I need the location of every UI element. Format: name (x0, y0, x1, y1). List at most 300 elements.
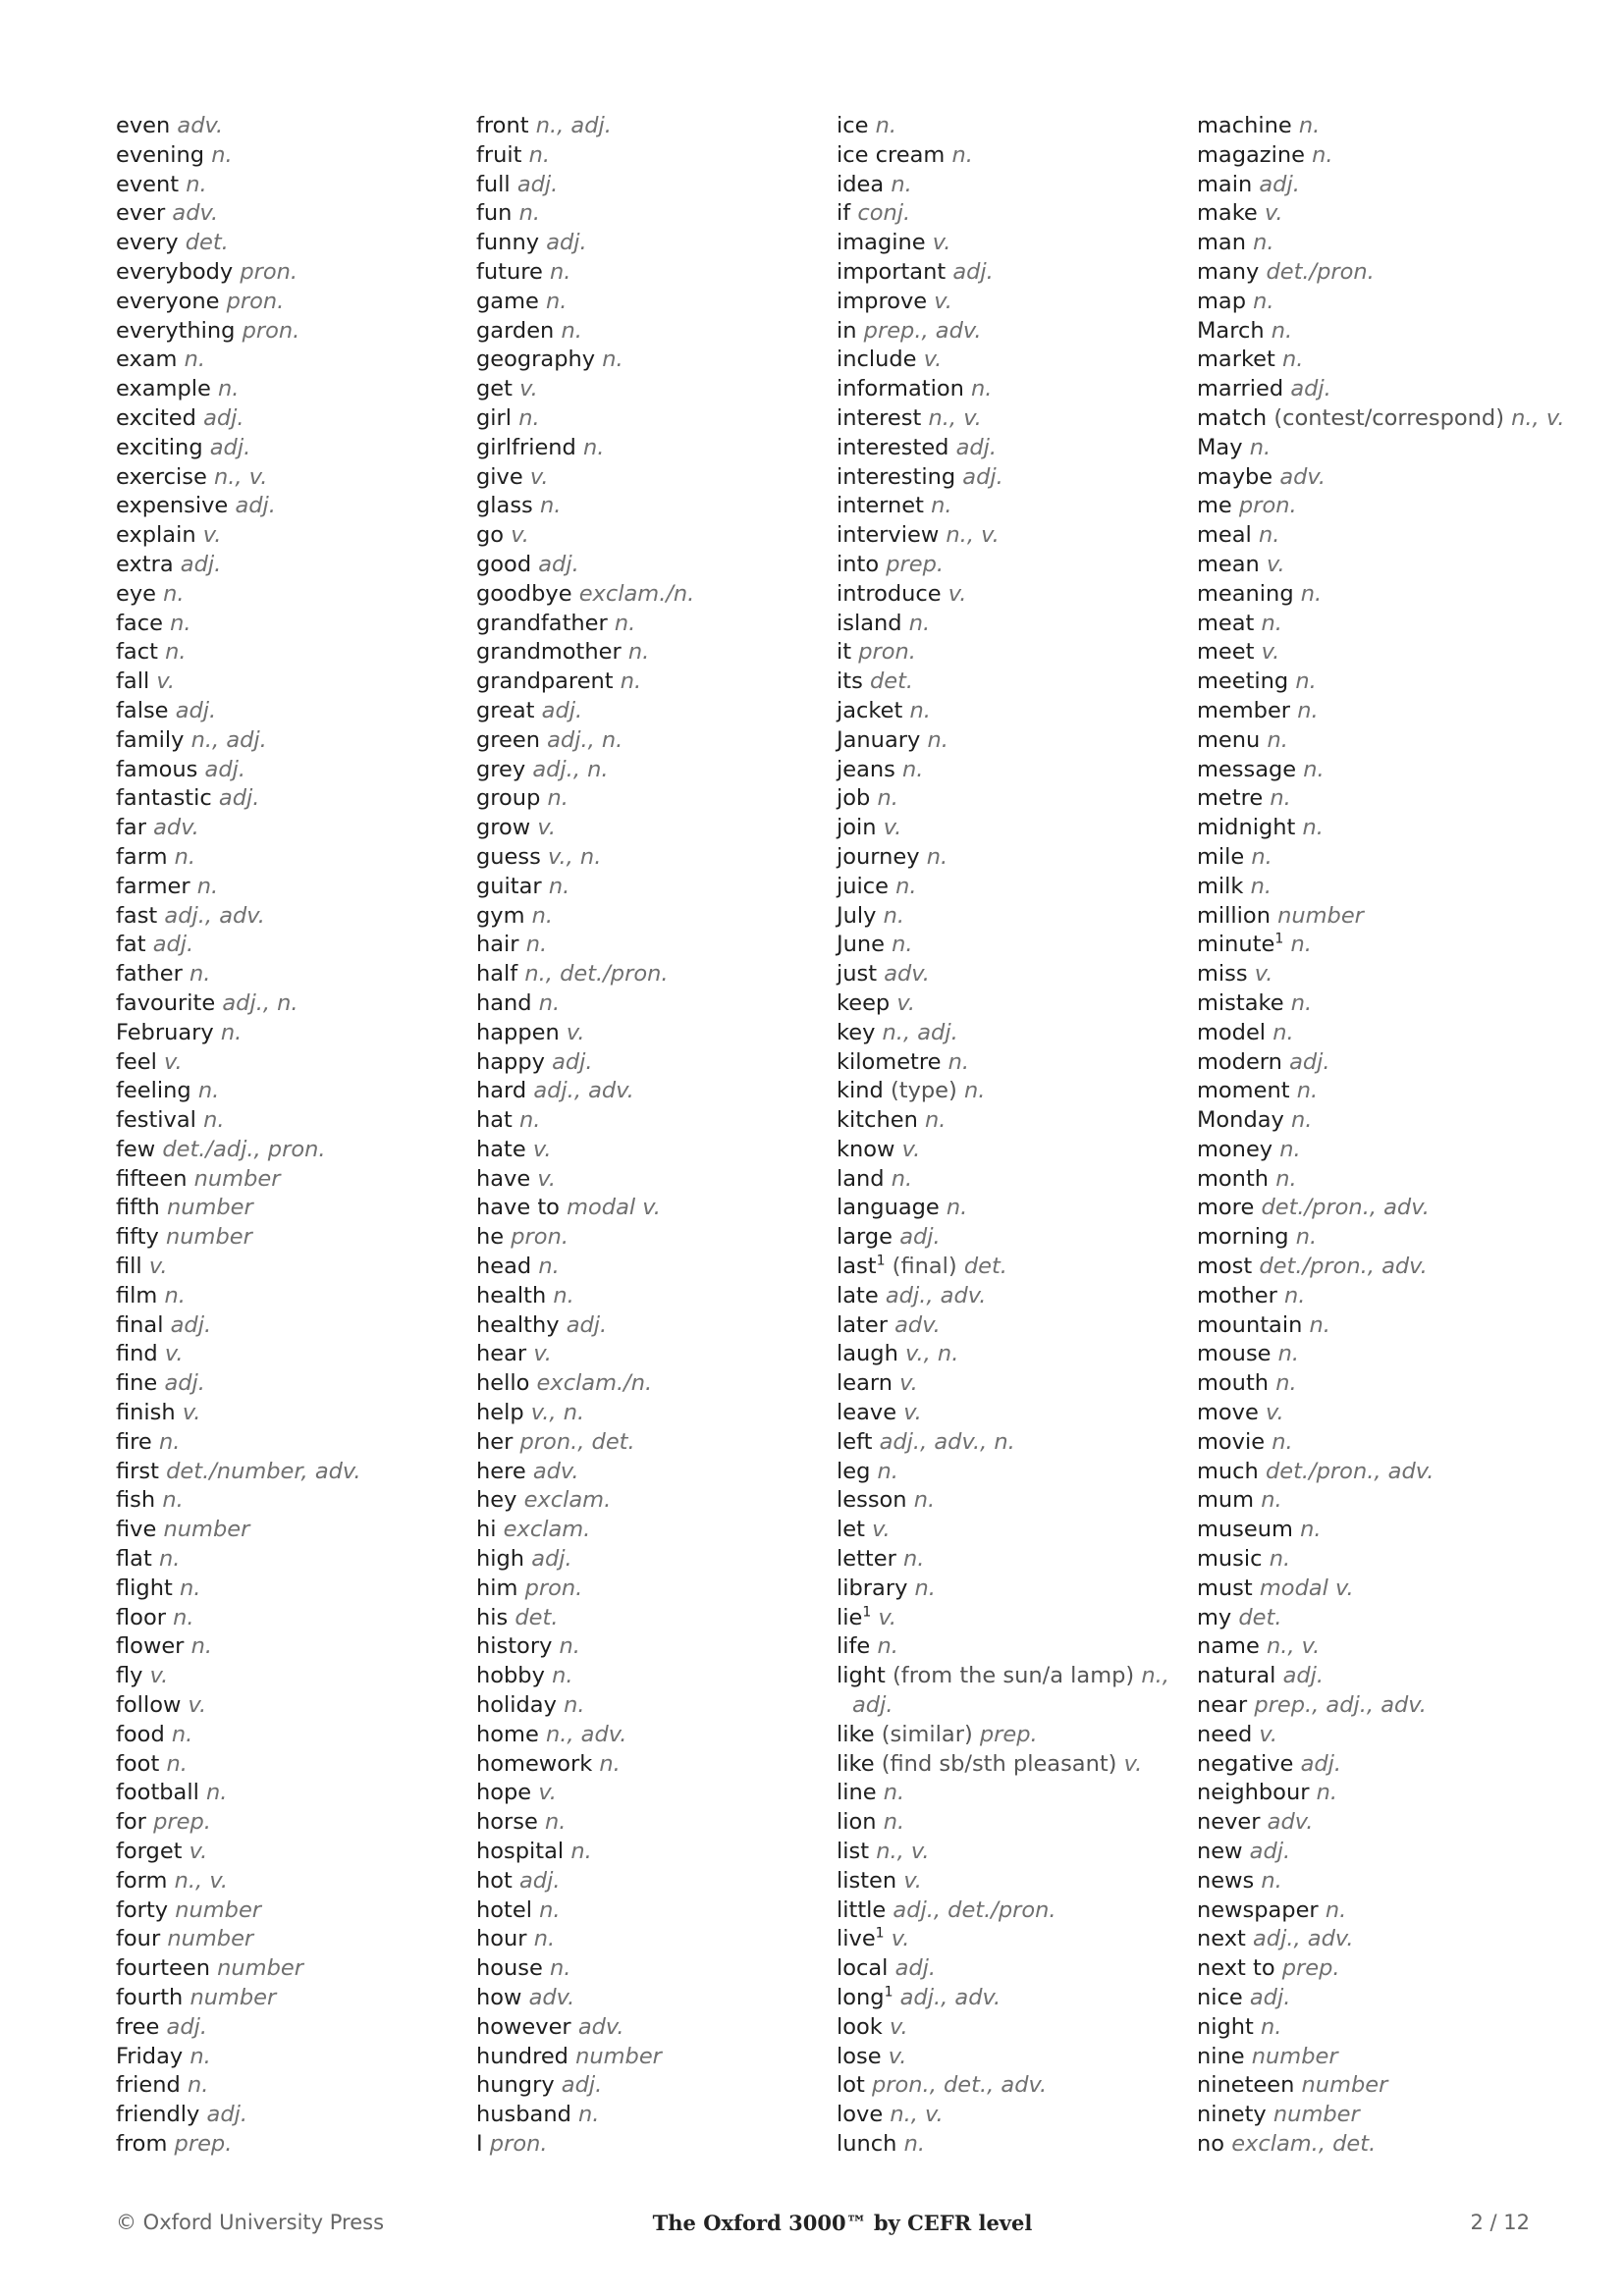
part-of-speech: conj. (857, 200, 911, 227)
headword: include (837, 347, 917, 373)
word-entry (116, 199, 469, 229)
part-of-speech: adv. (153, 815, 199, 841)
part-of-speech: v. (896, 989, 915, 1016)
part-of-speech: v. (532, 1136, 552, 1162)
part-of-speech: n. (545, 1809, 567, 1836)
part-of-speech: adj. (531, 1546, 572, 1573)
headword: introduce (837, 580, 942, 607)
word-entry (837, 1632, 1190, 1662)
word-entry (116, 434, 469, 463)
headword: hobby (476, 1663, 545, 1689)
word-entry (837, 1136, 1190, 1165)
headword: great (476, 697, 535, 723)
headword: husband (476, 2102, 571, 2128)
headword: little (837, 1896, 887, 1923)
part-of-speech: det./pron. (1266, 258, 1375, 285)
word-entry (116, 1545, 469, 1575)
part-of-speech: n. (539, 1896, 561, 1923)
headword: love (837, 2102, 884, 2128)
word-entry (837, 1399, 1190, 1428)
part-of-speech: adj. (561, 2072, 603, 2099)
part-of-speech: v. (1254, 961, 1273, 988)
part-of-speech: number (217, 1955, 303, 1982)
headword: main (1197, 171, 1253, 197)
part-of-speech: n. (909, 697, 931, 723)
part-of-speech: n. (548, 873, 570, 899)
word-entry (116, 258, 469, 288)
headword: natural (1197, 1663, 1276, 1689)
part-of-speech: adj. (1289, 1048, 1330, 1075)
part-of-speech: v. (537, 815, 557, 841)
word-entry (476, 346, 830, 375)
part-of-speech: n. (538, 989, 561, 1016)
headword: hat (476, 1107, 513, 1134)
part-of-speech: n., v. (928, 404, 982, 431)
part-of-speech: prep. (1281, 1955, 1340, 1982)
word-column-4 (1197, 112, 1565, 2160)
part-of-speech: adj., adv., n. (879, 1428, 1015, 1455)
headword: family (116, 726, 185, 753)
headword: father (116, 961, 183, 988)
headword: name (1197, 1633, 1260, 1660)
headword: land (837, 1165, 885, 1192)
headword: flat (116, 1546, 152, 1573)
headword: meet (1197, 639, 1255, 666)
word-entry (116, 1136, 469, 1165)
word-entry (116, 1779, 469, 1808)
word-entry (116, 2013, 469, 2043)
headword: June (837, 932, 885, 958)
word-entry (837, 756, 1190, 785)
word-entry (1197, 1691, 1550, 1721)
word-entry (1197, 2130, 1550, 2160)
word-entry (476, 1750, 830, 1780)
homonym-number: 1 (884, 1984, 893, 2001)
word-entry (1197, 171, 1550, 200)
part-of-speech: n. (877, 1458, 898, 1484)
part-of-speech: adj. (894, 1955, 937, 1982)
headword: into (837, 551, 880, 577)
word-entry (1197, 1340, 1550, 1369)
part-of-speech: number (175, 1896, 262, 1923)
headword: million (1197, 902, 1271, 929)
headword: kilometre (837, 1048, 942, 1075)
headword: new (1197, 1839, 1243, 1865)
headword: high (476, 1546, 525, 1573)
headword: group (476, 785, 541, 812)
headword: mum (1197, 1487, 1255, 1514)
word-entry (476, 1253, 830, 1282)
headword: follow (116, 1692, 182, 1719)
part-of-speech: pron. (524, 1575, 583, 1601)
word-entry (116, 1340, 469, 1369)
word-entry (116, 1575, 469, 1604)
headword: midnight (1197, 815, 1296, 841)
part-of-speech: n. (1309, 1311, 1330, 1338)
part-of-speech: n. (158, 1546, 181, 1573)
word-entry (476, 1632, 830, 1662)
headword: interest (837, 404, 922, 431)
headword: football (116, 1780, 199, 1806)
headword: line (837, 1780, 877, 1806)
part-of-speech: n. (627, 639, 650, 666)
headword: how (476, 1985, 522, 2010)
part-of-speech: pron. (858, 639, 916, 666)
part-of-speech: n. (1270, 785, 1291, 812)
word-entry (476, 697, 830, 726)
word-entry (116, 1253, 469, 1282)
part-of-speech: n. (927, 726, 948, 753)
part-of-speech: n. (547, 785, 568, 812)
part-of-speech: v. (1266, 1400, 1284, 1426)
headword: fruit (476, 141, 522, 168)
word-entry (837, 1253, 1190, 1282)
word-entry (116, 288, 469, 317)
word-entry (116, 375, 469, 404)
part-of-speech: n. (877, 785, 898, 812)
part-of-speech: adj. (962, 463, 1003, 490)
part-of-speech: n., det./pron. (524, 961, 669, 988)
word-entry (837, 2101, 1190, 2130)
headword: milk (1197, 873, 1244, 899)
headword: last (837, 1254, 877, 1280)
part-of-speech: adj., n. (532, 756, 609, 782)
word-entry (1197, 1662, 1550, 1691)
part-of-speech: n. (170, 610, 191, 636)
word-entry (837, 112, 1190, 141)
word-entry (837, 1486, 1190, 1516)
headword: minute (1197, 932, 1275, 958)
headword: forget (116, 1839, 183, 1865)
part-of-speech: n. (174, 843, 196, 870)
part-of-speech: n. (189, 961, 211, 988)
headword: life (837, 1633, 871, 1660)
headword: news (1197, 1867, 1255, 1894)
headword: few (116, 1136, 156, 1162)
word-entry (116, 784, 469, 814)
headword: let (837, 1517, 865, 1543)
word-entry (1197, 1165, 1550, 1195)
part-of-speech: n., adj. (852, 1663, 1169, 1719)
part-of-speech: n. (187, 2072, 209, 2099)
word-entry (1197, 1019, 1550, 1048)
headword: idea (837, 171, 885, 197)
part-of-speech: n. (550, 258, 571, 285)
headword: join (837, 815, 877, 841)
word-entry (476, 1399, 830, 1428)
headword: improve (837, 288, 928, 314)
word-entry (116, 989, 469, 1019)
headword: hair (476, 932, 519, 958)
headword: hungry (476, 2072, 555, 2099)
part-of-speech: n. (552, 1663, 573, 1689)
headword: kind (837, 1078, 884, 1104)
headword: fact (116, 639, 158, 666)
headword: important (837, 258, 947, 285)
headword: half (476, 961, 518, 988)
headword: model (1197, 1019, 1267, 1045)
headword: history (476, 1633, 553, 1660)
word-entry (116, 2043, 469, 2072)
word-entry (476, 1282, 830, 1311)
part-of-speech: n. (925, 1107, 947, 1134)
headword: glass (476, 493, 533, 519)
headword: far (116, 815, 146, 841)
part-of-speech: n. (875, 113, 897, 138)
headword: nice (1197, 1985, 1243, 2010)
word-entry (116, 112, 469, 141)
word-entry (837, 1808, 1190, 1838)
part-of-speech: prep. (886, 551, 945, 577)
part-of-speech: n. (203, 1107, 225, 1134)
part-of-speech: n. (1275, 1370, 1297, 1397)
headword: his (476, 1604, 509, 1630)
part-of-speech: pron., det., adv. (872, 2072, 1048, 2099)
headword: everybody (116, 258, 234, 285)
part-of-speech: number (167, 1926, 254, 1952)
headword: healthy (476, 1311, 560, 1338)
word-entry (116, 1516, 469, 1545)
headword: explain (116, 522, 196, 549)
part-of-speech: n. (164, 1282, 186, 1308)
word-entry (1197, 2071, 1550, 2101)
word-entry (837, 902, 1190, 932)
headword: expensive (116, 493, 229, 519)
part-of-speech: n. (1300, 1517, 1322, 1543)
headword: farm (116, 843, 168, 870)
headword: May (1197, 434, 1243, 460)
headword: fantastic (116, 785, 212, 812)
part-of-speech: n. (1261, 1867, 1282, 1894)
headword: Monday (1197, 1107, 1284, 1134)
part-of-speech: adv. (528, 1985, 575, 2010)
headword: nine (1197, 2043, 1245, 2069)
part-of-speech: number (166, 1224, 252, 1251)
word-entry (116, 667, 469, 697)
word-entry (1197, 1604, 1550, 1633)
part-of-speech: v. (872, 1517, 891, 1543)
headword: fall (116, 668, 150, 695)
word-entry (116, 1486, 469, 1516)
headword: have to (476, 1195, 560, 1221)
headword: negative (1197, 1750, 1294, 1777)
word-entry (116, 317, 469, 347)
part-of-speech: n. (926, 843, 948, 870)
headword: have (476, 1165, 531, 1192)
word-entry (116, 814, 469, 843)
part-of-speech: n. (163, 580, 185, 607)
headword: give (476, 463, 523, 490)
part-of-speech: n. (550, 1955, 571, 1982)
part-of-speech: n. (602, 347, 623, 373)
word-entry (1197, 667, 1550, 697)
headword: evening (116, 141, 205, 168)
word-entry (116, 1165, 469, 1195)
headword: menu (1197, 726, 1261, 753)
part-of-speech: adj. (164, 1370, 205, 1397)
word-entry (1197, 1486, 1550, 1516)
word-entry (837, 346, 1190, 375)
part-of-speech: n. (883, 902, 905, 929)
headword: metre (1197, 785, 1264, 812)
part-of-speech: v., n. (548, 843, 602, 870)
word-entry (837, 1340, 1190, 1369)
sense-gloss: (find sb/sth pleasant) (881, 1750, 1117, 1777)
part-of-speech: n. (1312, 141, 1333, 168)
headword: fat (116, 932, 146, 958)
headword: good (476, 551, 532, 577)
part-of-speech: n. (895, 873, 917, 899)
part-of-speech: adv. (577, 2013, 624, 2040)
word-entry (1197, 2043, 1550, 2072)
headword: gym (476, 902, 525, 929)
word-entry (1197, 1896, 1550, 1926)
headword: mean (1197, 551, 1260, 577)
part-of-speech: n. (531, 902, 554, 929)
headword: excited (116, 404, 196, 431)
word-entry (116, 521, 469, 551)
word-entry (116, 404, 469, 434)
part-of-speech: prep., adv. (863, 317, 982, 344)
headword: fourth (116, 1985, 184, 2010)
headword: lot (837, 2072, 865, 2099)
part-of-speech: n. (1297, 697, 1319, 723)
word-entry (116, 1077, 469, 1106)
part-of-speech: n., v. (1266, 1633, 1321, 1660)
part-of-speech: n. (171, 1721, 193, 1747)
part-of-speech: adj. (218, 785, 260, 812)
part-of-speech: v. (903, 1867, 922, 1894)
part-of-speech: n. (931, 493, 952, 519)
headword: jeans (837, 756, 895, 782)
word-entry (837, 580, 1190, 610)
headword: future (476, 258, 543, 285)
word-entry (837, 960, 1190, 989)
headword: happy (476, 1048, 545, 1075)
part-of-speech: n. (891, 171, 912, 197)
word-entry (837, 1458, 1190, 1487)
headword: it (837, 639, 852, 666)
headword: extra (116, 551, 174, 577)
word-entry (476, 1077, 830, 1106)
word-entry (116, 1282, 469, 1311)
word-entry (1197, 1194, 1550, 1223)
word-entry (837, 1428, 1190, 1458)
word-entry (837, 1311, 1190, 1341)
word-entry (116, 931, 469, 960)
part-of-speech: n. (614, 610, 636, 636)
part-of-speech: n. (184, 347, 206, 373)
headword: hundred (476, 2043, 568, 2069)
part-of-speech: adj. (166, 2013, 208, 2040)
part-of-speech: v. (903, 1400, 922, 1426)
part-of-speech: n. (599, 1750, 621, 1777)
sense-gloss: (contest/correspond) (1273, 404, 1504, 431)
part-of-speech: v. (901, 1136, 921, 1162)
part-of-speech: n. (1253, 288, 1274, 314)
word-entry (837, 2130, 1190, 2160)
word-entry (837, 843, 1190, 873)
part-of-speech: number (1277, 902, 1364, 929)
part-of-speech: det. (185, 230, 229, 256)
headword: hard (476, 1078, 527, 1104)
part-of-speech: v., n. (905, 1341, 959, 1367)
part-of-speech: n. (892, 932, 913, 958)
headword: listen (837, 1867, 897, 1894)
word-entry (837, 1516, 1190, 1545)
headword: neighbour (1197, 1780, 1310, 1806)
part-of-speech: n. (179, 1575, 201, 1601)
part-of-speech: adj. (1249, 1985, 1291, 2010)
part-of-speech: adv. (532, 1458, 579, 1484)
word-entry (116, 463, 469, 493)
headword: here (476, 1458, 526, 1484)
headword: juice (837, 873, 889, 899)
headword: lie (837, 1604, 863, 1630)
part-of-speech: det./pron., adv. (1259, 1254, 1428, 1280)
headword: ever (116, 200, 166, 227)
word-entry (1197, 551, 1550, 580)
part-of-speech: n. (951, 141, 973, 168)
part-of-speech: n. (559, 1633, 580, 1660)
word-entry (1197, 697, 1550, 726)
headword: maybe (1197, 463, 1273, 490)
headword: near (1197, 1692, 1248, 1719)
part-of-speech: n. (877, 1633, 898, 1660)
part-of-speech: v., n. (530, 1400, 585, 1426)
word-entry (837, 1369, 1190, 1399)
part-of-speech: adj. (209, 434, 251, 460)
part-of-speech: v. (883, 815, 902, 841)
headword: everything (116, 317, 236, 344)
headword: market (1197, 347, 1275, 373)
headword: left (837, 1428, 873, 1455)
headword: if (837, 200, 851, 227)
headword: farmer (116, 873, 190, 899)
headword: finish (116, 1400, 176, 1426)
headword: every (116, 230, 179, 256)
part-of-speech: n. (533, 1926, 556, 1952)
word-entry (1197, 610, 1550, 639)
part-of-speech: n. (197, 1078, 220, 1104)
part-of-speech: v. (1261, 639, 1280, 666)
word-entry (1197, 756, 1550, 785)
headword: geography (476, 347, 596, 373)
headword: exercise (116, 463, 207, 490)
part-of-speech: n. (1325, 1896, 1347, 1923)
word-entry (116, 551, 469, 580)
headword: happen (476, 1019, 560, 1045)
word-entry (837, 931, 1190, 960)
word-entry (1197, 229, 1550, 258)
headword: go (476, 522, 505, 549)
part-of-speech: det. (869, 668, 914, 695)
word-entry (837, 1721, 1190, 1750)
part-of-speech: n. (963, 1078, 986, 1104)
word-entry (1197, 1516, 1550, 1545)
part-of-speech: number (166, 1195, 253, 1221)
word-entry (476, 638, 830, 667)
word-entry (1197, 199, 1550, 229)
part-of-speech: adj. (1282, 1663, 1325, 1689)
part-of-speech: v. (888, 2043, 907, 2069)
headword: must (1197, 1575, 1253, 1601)
part-of-speech: n. (1316, 1780, 1338, 1806)
headword: eye (116, 580, 157, 607)
part-of-speech: adj. (538, 551, 579, 577)
sense-gloss: (similar) (881, 1721, 973, 1747)
part-of-speech: v. (878, 1604, 897, 1630)
